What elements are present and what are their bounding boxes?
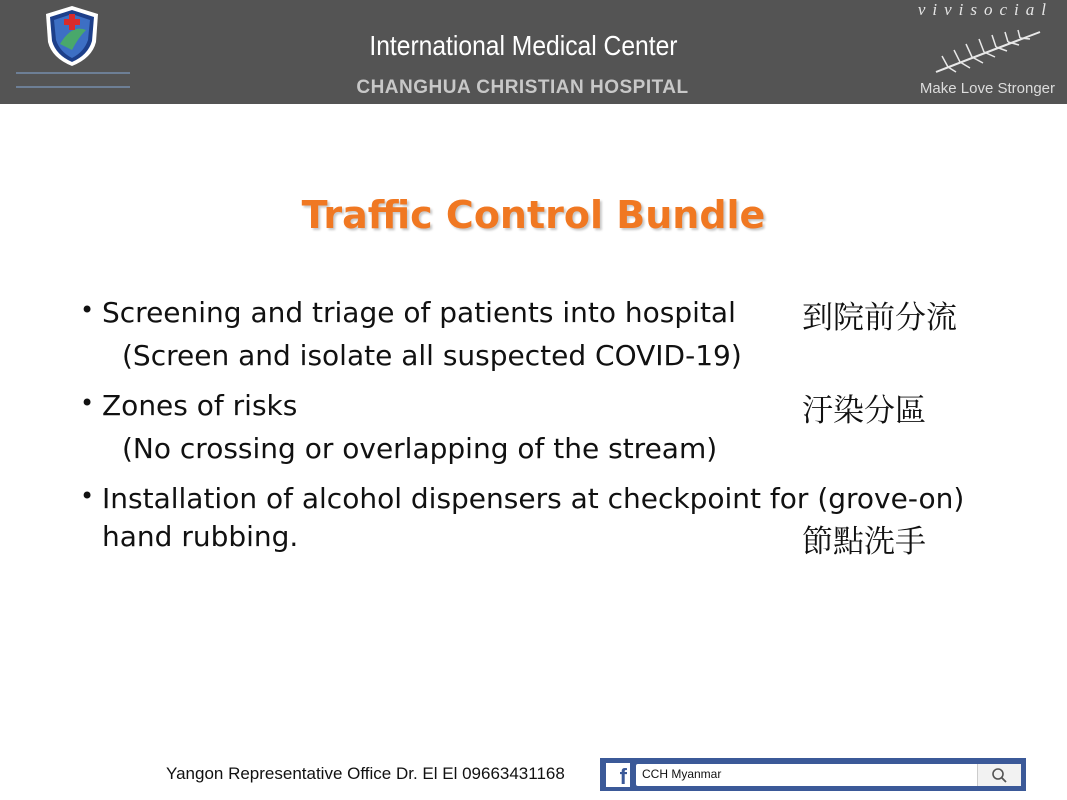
header-banner — [0, 0, 1067, 104]
facebook-page-name: CCH Myanmar — [642, 767, 722, 781]
fern-leaf-icon — [932, 28, 1044, 74]
bullet-dot: • — [80, 482, 95, 510]
bullet-dot: • — [80, 389, 95, 417]
bullet-line: Screening and triage of patients into hospital — [102, 296, 736, 329]
logo-text-line — [16, 72, 130, 74]
center-subtitle: CHANGHUA CHRISTIAN HOSPITAL — [356, 77, 689, 98]
slide-title: Traffic Control Bundle — [301, 193, 766, 237]
bullet-subline: (Screen and isolate all suspected COVID-19) — [122, 339, 742, 372]
search-button[interactable] — [977, 764, 1021, 786]
bullet-line: Installation of alcohol dispensers at checkpoint for (grove-on) — [102, 482, 965, 515]
bullet-note: 汙染分區 — [802, 393, 926, 429]
bullet-note: 到院前分流 — [802, 300, 957, 336]
center-title: International Medical Center — [369, 30, 678, 61]
facebook-search-box[interactable] — [636, 764, 1021, 786]
bullet-line-continued: hand rubbing. — [102, 520, 299, 553]
office-contact: Yangon Representative Office Dr. El El 09663431168 — [166, 764, 565, 783]
slogan: Make Love Stronger — [919, 80, 1055, 97]
bullet-note: 節點洗手 — [802, 524, 926, 560]
bullet-subline: (No crossing or overlapping of the stream) — [122, 432, 718, 465]
facebook-f-icon[interactable]: f — [606, 763, 630, 787]
search-icon — [978, 764, 1022, 786]
facebook-bar[interactable] — [600, 758, 1026, 791]
bullet-dot: • — [80, 296, 95, 324]
brand-name: vivisocial — [917, 0, 1053, 19]
bullet-line: Zones of risks — [102, 389, 298, 422]
